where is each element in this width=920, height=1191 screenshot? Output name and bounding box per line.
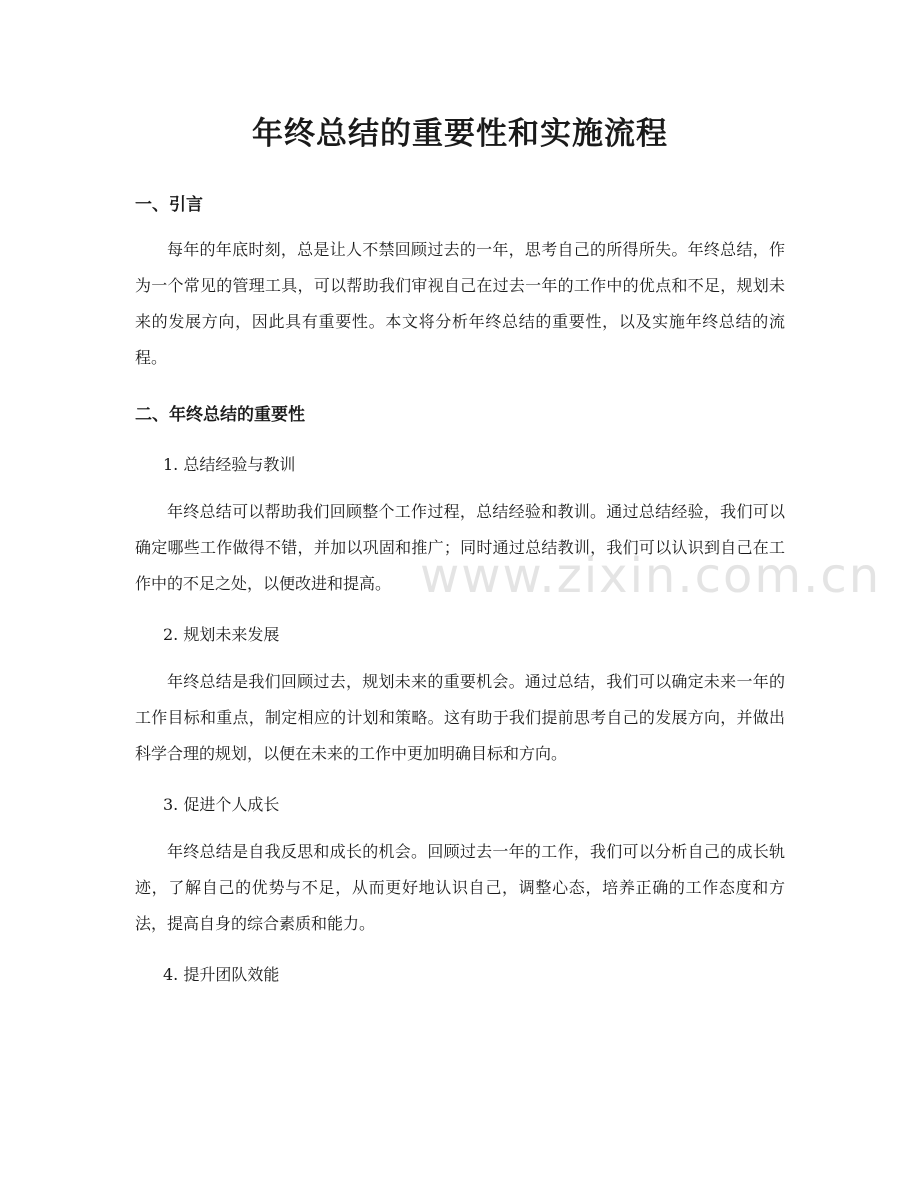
section-heading-importance: 二、年终总结的重要性	[135, 405, 305, 425]
watermark: www.zixin.com.cn	[420, 548, 882, 604]
paragraph-item-1: 年终总结可以帮助我们回顾整个工作过程，总结经验和教训。通过总结经验，我们可以确定哪些工作做得不错，并加以巩固和推广；同时通过总结教训，我们可以认识到自己在工作中的不足之处，以便改进和提高。	[135, 502, 785, 593]
subheading-item-3: 3. 促进个人成长	[163, 795, 280, 814]
subheading-item-1: 1. 总结经验与教训	[163, 455, 296, 474]
intro-paragraph: 每年的年底时刻，总是让人不禁回顾过去的一年，思考自己的所得所失。年终总结，作为一个常见的管理工具，可以帮助我们审视自己在过去一年的工作中的优点和不足，规划未来的发展方向，因此具有重要性。本文将分析年终总结的重要性，以及实施年终总结的流程。	[135, 240, 785, 367]
subheading-item-4: 4. 提升团队效能	[163, 965, 280, 984]
section-heading-intro: 一、引言	[135, 195, 203, 215]
subheading-item-2: 2. 规划未来发展	[163, 625, 280, 644]
document-title: 年终总结的重要性和实施流程	[252, 116, 668, 152]
paragraph-item-2: 年终总结是我们回顾过去，规划未来的重要机会。通过总结，我们可以确定未来一年的工作目标和重点，制定相应的计划和策略。这有助于我们提前思考自己的发展方向，并做出科学合理的规划，以便在未来的工作中更加明确目标和方向。	[135, 672, 785, 763]
paragraph-item-3: 年终总结是自我反思和成长的机会。回顾过去一年的工作，我们可以分析自己的成长轨迹，了解自己的优势与不足，从而更好地认识自己，调整心态，培养正确的工作态度和方法，提高自身的综合素质和能力。	[135, 842, 785, 933]
